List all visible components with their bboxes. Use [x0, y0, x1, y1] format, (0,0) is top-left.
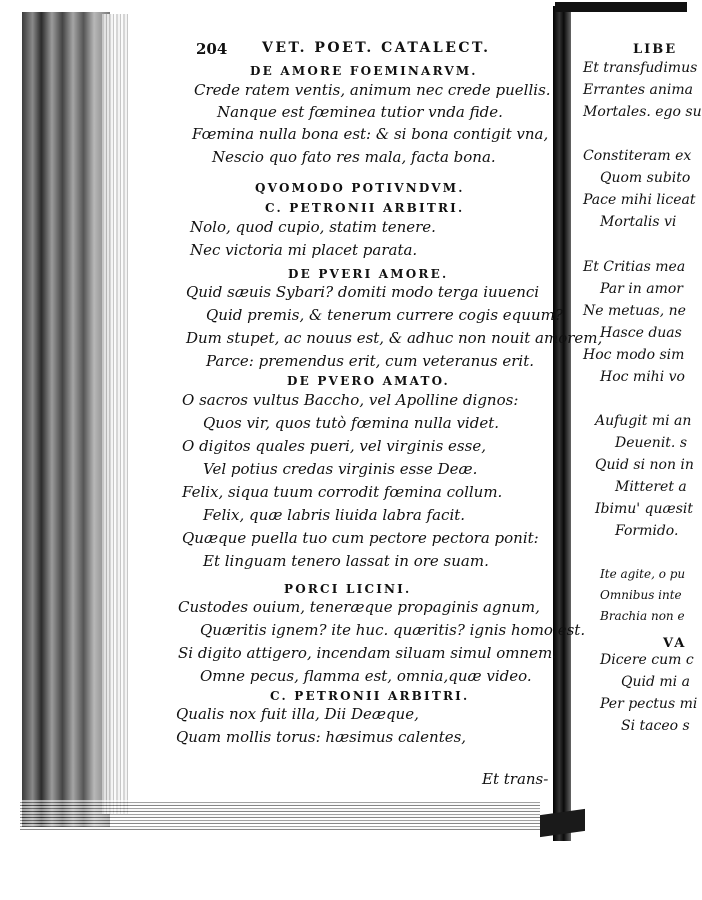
section-title: DE PVERI AMORE.	[288, 267, 449, 281]
verse-line: Aufugit mi an	[595, 413, 692, 429]
verse-line: Et Critias mea	[583, 259, 686, 275]
verse-line: Brachia non e	[600, 609, 685, 623]
verse-line: Nolo, quod cupio, statim tenere.	[190, 218, 436, 236]
verse-line: Hasce duas	[600, 325, 682, 341]
verse-line: Quid si non in	[595, 457, 694, 473]
verse-line: Quos vir, quos tutò fœmina nulla videt.	[203, 414, 500, 432]
verse-line: O digitos quales pueri, vel virginis esse,	[182, 437, 486, 455]
verse-line: Omne pecus, flamma est, omnia,quæ video.	[200, 667, 532, 685]
verse-line: Dicere cum c	[600, 652, 694, 668]
verse-line: Quid mi a	[621, 674, 690, 690]
verse-line: Ne metuas, ne	[583, 303, 686, 319]
section-title: VA	[663, 636, 687, 651]
verse-line: Et transfudimus	[583, 60, 698, 76]
section-title: DE PVERO AMATO.	[287, 374, 450, 388]
verse-line: Nescio quo fato res mala, facta bona.	[212, 148, 496, 166]
verse-line: Ibimu' quæsit	[595, 501, 693, 517]
verse-line: Qualis nox fuit illa, Dii Deæque,	[176, 705, 419, 723]
section-title: PORCI LICINI.	[284, 582, 412, 596]
verse-line: Constiteram ex	[583, 148, 692, 164]
verse-line: Quid sæuis Sybari? domiti modo terga iuuenci	[186, 283, 540, 301]
section-title: DE AMORE FOEMINARVM.	[250, 64, 478, 78]
section-title: QVOMODO POTIVNDVM.	[255, 181, 465, 195]
verse-line: Felix, quæ labris liuida labra facit.	[203, 506, 466, 524]
page-number: 204	[196, 40, 228, 58]
verse-line: Et linguam tenero lassat in ore suam.	[203, 552, 489, 570]
verse-line: O sacros vultus Baccho, vel Apolline dignos:	[182, 391, 519, 409]
right-page	[575, 0, 702, 900]
verse-line: Mortales. ego su	[583, 104, 702, 120]
verse-line: Quam mollis torus: hæsimus calentes,	[176, 728, 467, 746]
verse-line: Crede ratem ventis, animum nec crede puellis.	[194, 81, 551, 99]
verse-line: Vel potius credas virginis esse Deæ.	[203, 460, 478, 478]
verse-line: Errantes anima	[583, 82, 693, 98]
verse-line: Nec victoria mi placet parata.	[190, 241, 418, 259]
verse-line: Custodes ouium, teneræque propaginis agnum,	[178, 598, 540, 616]
verse-line: Par in amor	[600, 281, 683, 297]
verse-line: Mitteret a	[615, 479, 687, 495]
verse-line: Dum stupet, ac nouus est, & adhuc non nouit amorem,	[186, 329, 603, 347]
running-head: LIBE	[633, 42, 678, 57]
verse-line: Quæritis ignem? ite huc. quæritis? ignis homo est.	[200, 621, 586, 639]
verse-line: Formido.	[615, 523, 679, 539]
verse-line: Si digito attigero, incendam siluam simul omnem.	[178, 644, 558, 662]
verse-line: Mortalis vi	[600, 214, 677, 230]
verse-line: Si taceo s	[621, 718, 690, 734]
verse-line: Parce: premendus erit, cum veteranus erit.	[206, 352, 535, 370]
verse-line: Felix, siqua tuum corrodit fœmina collum.	[182, 483, 503, 501]
verse-line: Pace mihi liceat	[583, 192, 696, 208]
verse-line: Deuenit. s	[615, 435, 688, 451]
section-subtitle: C. PETRONII ARBITRI.	[265, 201, 465, 215]
verse-line: Ite agite, o pu	[600, 567, 686, 581]
verse-line: Quæque puella tuo cum pectore pectora ponit:	[182, 529, 539, 547]
verse-line: Quid premis, & tenerum currere cogis equum?	[206, 306, 563, 324]
verse-line: Nanque est fœminea tutior vnda fide.	[217, 103, 503, 121]
verse-line: Hoc modo sim	[583, 347, 685, 363]
verse-line: Hoc mihi vo	[600, 369, 685, 385]
verse-line: Fœmina nulla bona est: & si bona contigit vna,	[192, 125, 549, 143]
running-head: VET. POET. CATALECT.	[262, 40, 491, 56]
verse-line: Quom subito	[600, 170, 691, 186]
section-title: C. PETRONII ARBITRI.	[270, 689, 470, 703]
verse-line: Omnibus inte	[600, 588, 682, 602]
verse-line: Per pectus mi	[600, 696, 698, 712]
catchword: Et trans-	[482, 770, 549, 788]
